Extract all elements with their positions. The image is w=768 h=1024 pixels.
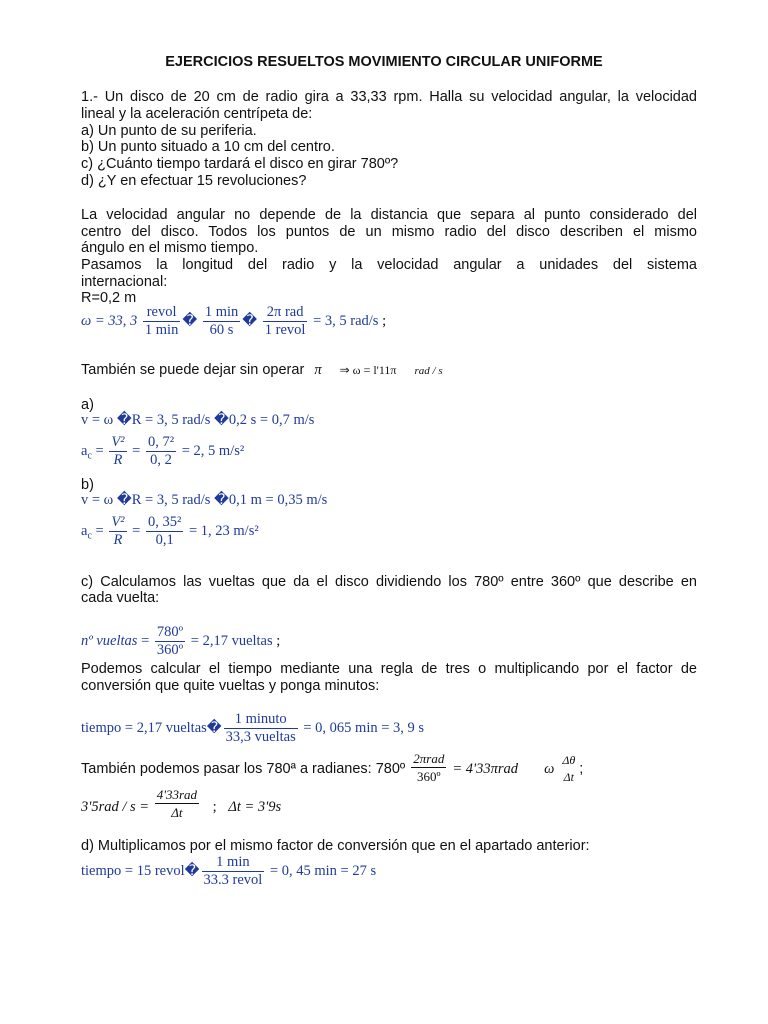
problem-item-a: a) Un punto de su periferia.	[81, 123, 257, 139]
problem-statement-line: lineal y la aceleración centrípeta de:	[81, 106, 313, 122]
explanation-line: La velocidad angular no depende de la distancia que separa al punto considerado del	[81, 207, 697, 223]
section-c-text2: conversión que quite vueltas y ponga minutos:	[81, 678, 380, 694]
problem-item-b: b) Un punto situado a 10 cm del centro.	[81, 139, 335, 155]
radius-value: R=0,2 m	[81, 290, 137, 306]
section-c-text2: Podemos calcular el tiempo mediante una regla de tres o multiplicando por el factor de	[81, 661, 697, 677]
turns-equation: nº vueltas = $\frac{\text{780º}}{\text{360º}}$ = 2,17 vueltas ;	[81, 624, 281, 658]
explanation-line: centro del disco. Todos los puntos de un mismo radio del disco describen el mismo	[81, 224, 697, 240]
time-equation-d: tiempo = 15 revol� $\frac{1 \min}{\text{33.3 revol}}$ = 0, 45 min = 27 s	[81, 854, 377, 888]
section-d-text: d) Multiplicamos por el mismo factor de conversión que en el apartado anterior:	[81, 838, 590, 854]
radians-line: También podemos pasar los 780ª a radianes: 780º $\frac{\text{2πrad}}{\text{360º}}$ = 4'33πrad ω Δθ Δt ;	[81, 751, 584, 784]
section-b-label: b)	[81, 477, 94, 493]
explanation-line: internacional:	[81, 274, 168, 290]
linear-velocity-a: v = ω �R = 3, 5 rad/s �0,2 s = 0,7 m/s	[81, 412, 315, 428]
problem-item-d: d) ¿Y en efectuar 15 revoluciones?	[81, 173, 307, 189]
problem-item-c: c) ¿Cuánto tiempo tardará el disco en girar 780º?	[81, 156, 399, 172]
section-a-label: a)	[81, 397, 94, 413]
page-title: EJERCICIOS RESUELTOS MOVIMIENTO CIRCULAR UNIFORME	[165, 54, 603, 70]
centripetal-acceleration-b: $a_c$ = $\frac{\text{V²}}{R}$ = $\frac{\text{0, 35²}}{0,1}$ = 1, 23 m/s²	[81, 514, 259, 548]
explanation-line: Pasamos la longitud del radio y la velocidad angular a unidades del sistema	[81, 257, 697, 273]
angular-velocity-equation: ω = 33, 3 $\frac{\text{revol}}{1 \min}$ � $\frac{1 \min}{60 s}$ � $\frac{\text{2π rad}}{\text{1 revol}}$ = 3, 5 rad/s ;	[81, 304, 387, 338]
explanation-line: ángulo en el mismo tiempo.	[81, 240, 259, 256]
section-c-text: c) Calculamos las vueltas que da el disco dividiendo los 780º entre 360º que describe en	[81, 574, 697, 590]
linear-velocity-b: v = ω �R = 3, 5 rad/s �0,1 m = 0,35 m/s	[81, 492, 328, 508]
centripetal-acceleration-a: $a_c$ = $\frac{\text{V²}}{R}$ = $\frac{\text{0, 7²}}{0, 2}$ = 2, 5 m/s²	[81, 434, 245, 468]
problem-statement-line: 1.- Un disco de 20 cm de radio gira a 33,33 rpm. Halla su velocidad angular, la velocidad	[81, 89, 697, 105]
radians-line-2: 3'5rad / s = $\frac{\text{4'33rad}}{\Delta t}$ ; Δt = 3'9s	[81, 787, 282, 820]
time-equation-c: tiempo = 2,17 vueltas� $\frac{\text{1 minuto}}{\text{33,3 vueltas}}$ = 0, 065 min = 3, 9 s	[81, 711, 425, 745]
section-c-text: cada vuelta:	[81, 590, 160, 606]
tambien-line: También se puede dejar sin operar π ⇒ ω = l'11π rad / s	[81, 362, 443, 378]
